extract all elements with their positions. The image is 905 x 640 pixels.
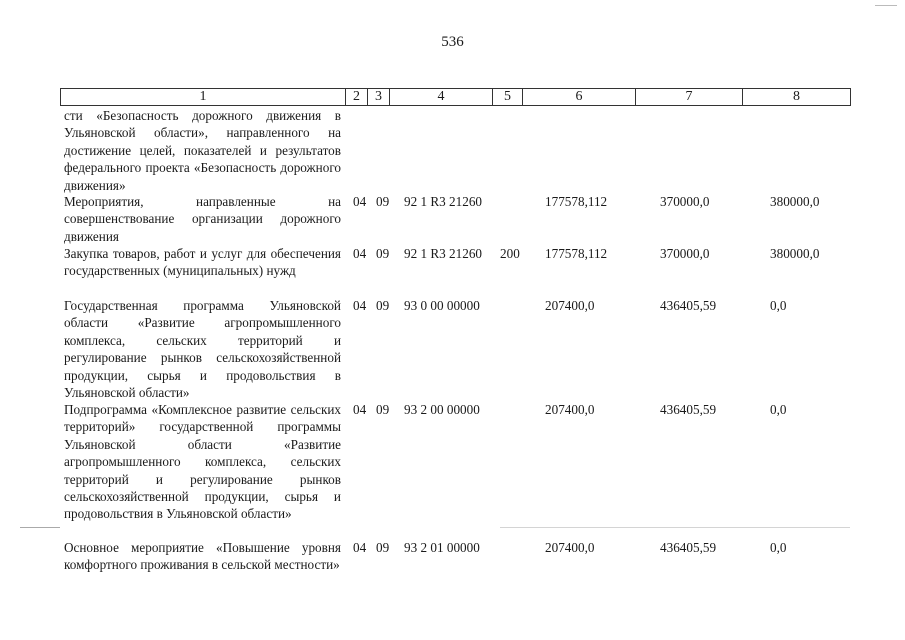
amount-col-7: 436405,59 — [660, 298, 717, 313]
amount-col-8: 0,0 — [770, 298, 787, 313]
row-description: сти «Безопасность дорожного движения в Ульяновской области», направленного на достижение целей, показателей и результатов федерального проекта «Безопасность дорожного движения» — [64, 108, 341, 193]
subsection-code: 09 — [376, 298, 390, 313]
row-description: Основное мероприятие «Повышение уровня комфортного проживания в сельской местности» — [64, 540, 341, 573]
page-number: 536 — [441, 34, 464, 50]
scan-artifact — [20, 527, 60, 528]
target-article-code: 92 1 R3 21260 — [404, 194, 483, 209]
target-article-code: 93 2 00 00000 — [404, 402, 480, 417]
target-article-code: 93 2 01 00000 — [404, 540, 480, 555]
column-header-6: 6 — [523, 89, 636, 105]
section-code: 04 — [353, 194, 367, 209]
row-description: Подпрограмма «Комплексное развитие сельских территорий» государственной программы Ульяновской области «Развитие агропромышленного комплекса, сельских территорий и регулирование рынков сельскохозяйственной продукции, сырья и продовольствия в Ульяновской области» — [64, 402, 341, 522]
amount-col-6: 207400,0 — [545, 298, 595, 313]
subsection-code: 09 — [376, 246, 390, 261]
amount-col-8: 0,0 — [770, 402, 787, 417]
amount-col-8: 0,0 — [770, 540, 787, 555]
column-header-3: 3 — [368, 89, 390, 105]
column-header-4: 4 — [390, 89, 493, 105]
scan-artifact — [500, 527, 850, 528]
column-header-5: 5 — [493, 89, 523, 105]
amount-col-6: 207400,0 — [545, 540, 595, 555]
row-description: Закупка товаров, работ и услуг для обеспечения государственных (муниципальных) нужд — [64, 246, 341, 279]
column-header-8: 8 — [793, 89, 800, 104]
amount-col-7: 436405,59 — [660, 540, 717, 555]
subsection-code: 09 — [376, 402, 390, 417]
amount-col-7: 436405,59 — [660, 402, 717, 417]
column-header-2: 2 — [346, 89, 368, 105]
section-code: 04 — [353, 402, 367, 417]
column-header-row — [60, 88, 851, 106]
section-code: 04 — [353, 540, 367, 555]
amount-col-8: 380000,0 — [770, 194, 820, 209]
amount-col-6: 177578,112 — [545, 246, 608, 261]
target-article-code: 92 1 R3 21260 — [404, 246, 483, 261]
subsection-code: 09 — [376, 540, 390, 555]
section-code: 04 — [353, 298, 367, 313]
amount-col-6: 207400,0 — [545, 402, 595, 417]
expense-type-code: 200 — [500, 246, 520, 261]
amount-col-8: 380000,0 — [770, 246, 820, 261]
row-description: Мероприятия, направленные на совершенствование организации дорожного движения — [64, 194, 341, 244]
amount-col-7: 370000,0 — [660, 246, 710, 261]
section-code: 04 — [353, 246, 367, 261]
row-description: Государственная программа Ульяновской области «Развитие агропромышленного комплекса, сельских территорий и регулирование рынков сельскохозяйственной продукции, сырья и продовольствия в Ульяновской области» — [64, 298, 341, 401]
subsection-code: 09 — [376, 194, 390, 209]
target-article-code: 93 0 00 00000 — [404, 298, 480, 313]
amount-col-6: 177578,112 — [545, 194, 608, 209]
column-header-7: 7 — [636, 89, 743, 105]
column-header-1: 1 — [61, 89, 346, 105]
amount-col-7: 370000,0 — [660, 194, 710, 209]
scan-artifact — [875, 5, 897, 6]
